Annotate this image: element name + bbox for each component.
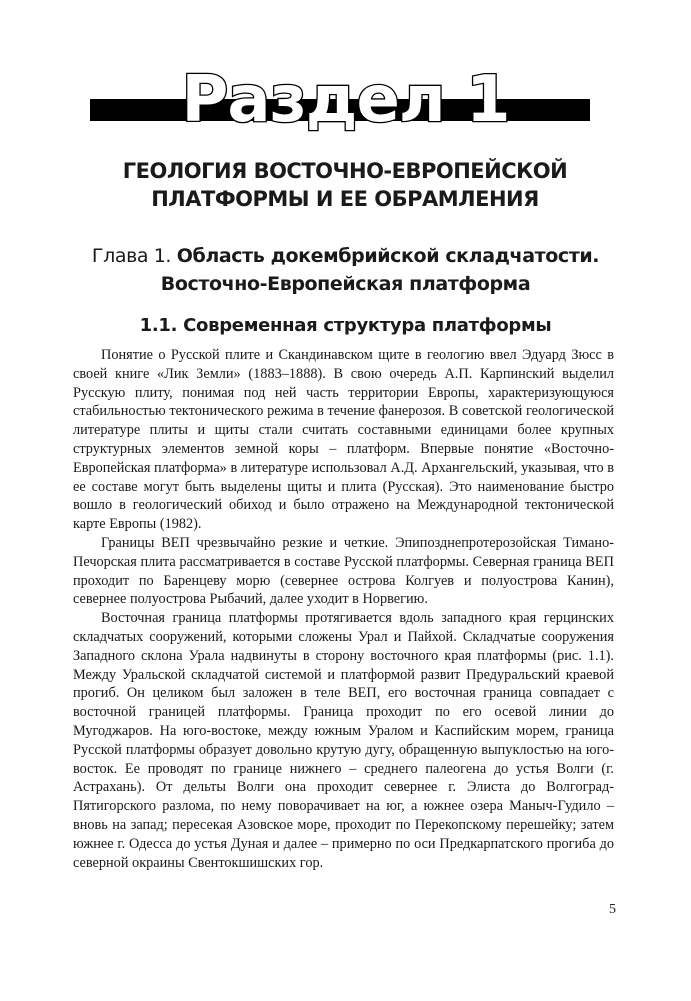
chapter-prefix: Глава 1. [91, 245, 177, 267]
section-title-line-2: ПЛАТФОРМЫ И ЕЕ ОБРАМЛЕНИЯ [151, 187, 539, 211]
paragraph: Понятие о Русской плите и Скандинавском щите в геологию ввел Эдуард Зюсс в своей книге «Лик Земли» (1883–1888). В свою очередь А.П. Карпинский выделил Русскую плиту, понимая под ней часть территории Европы, характеризующуюся стабильностью тектонического режима в течение фанерозоя. В советской геологической литературе плиты и щиты стали считать составными единицами более крупных структурных элементов земной коры – платформ. Впервые понятие «Восточно-Европейская платформа» в литературе использовал А.Д. Архангельский, указывая, что в ее составе могут быть выделены щиты и плита (Русская). Это наименование быстро вошло в геологический обиход и было отражено на Международной тектонической карте Европы (1982). [73, 347, 614, 533]
part-title: Раздел 1 [181, 63, 510, 137]
chapter-name-line-1: Область докембрийской складчатости. [176, 245, 600, 267]
subsection-title: 1.1. Современная структура платформы [139, 315, 552, 336]
chapter-title [40, 242, 651, 298]
section-title-line-1: ГЕОЛОГИЯ ВОСТОЧНО-ЕВРОПЕЙСКОЙ [122, 159, 568, 183]
page-number: 5 [609, 902, 616, 917]
section-title [90, 157, 600, 213]
paragraph: Восточная граница платформы протягивается вдоль западного края герцинских складчатых сооружений, которыми сложены Урал и Пайхой. Складчатые сооружения Западного склона Урала надвинуты в сторону восточного края платформы (рис. 1.1). Между Уральской складчатой системой и платформой развит Предуральский краевой прогиб. Он целиком был заложен в теле ВЕП, его восточная граница совпадает с восточной границей платформы. Граница проходит по его осевой линии до Мугоджаров. На юго-востоке, между южным Уралом и Каспийским морем, граница Русской платформы образует довольно крутую дугу, обращенную выпуклостью на юго-восток. Ее проводят по границе нижнего – среднего палеогена до устья Волги (г. Астрахань). От дельты Волги она проходит севернее г. Элиста до Волгоград-Пятигорского разлома, по нему поворачивает на юг, а южнее озера Маныч-Гудило – вновь на запад; пересекая Азовское море, проходит по Перекопскому перешейку; затем южнее г. Одесса до устья Дуная и далее – примерно по оси Предкарпатского прогиба до северной окраины Свентокшишских гор. [73, 610, 614, 871]
chapter-name-line-2: Восточно-Европейская платформа [160, 273, 531, 295]
part-header [0, 62, 691, 142]
body-text [73, 346, 614, 872]
chapter-title-line-1 [40, 242, 651, 270]
paragraph: Границы ВЕП чрезвычайно резкие и четкие. Эпипозднепротерозойская Тимано-Печорская плита рассматривается в составе Русской платформы. Северная граница ВЕП проходит по Баренцеву морю (севернее острова Колгуев и полуострова Канин), севернее полуострова Рыбачий, далее уходит в Норвегию. [73, 534, 614, 608]
